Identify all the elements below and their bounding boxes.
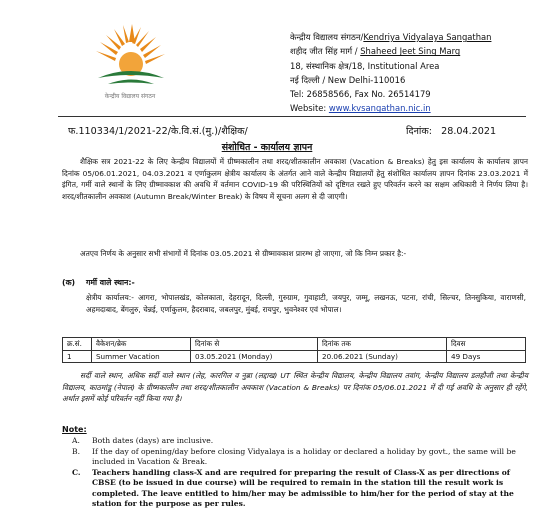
notes-heading: Note: (62, 425, 87, 434)
note-c-letter: C. (72, 468, 81, 477)
header-serial: क्र.सं. (63, 338, 92, 351)
header-to-date: दिनांक तक (318, 338, 447, 351)
header-vacation: वैकेशन/ब्रेक (92, 338, 191, 351)
reference-line (68, 124, 534, 137)
paragraph-winter-stations (62, 370, 528, 405)
area-line: 18, संस्थानिक क्षेत्र/18, Institutional Area (290, 60, 440, 71)
note-b (62, 447, 528, 468)
paragraph-decision (62, 248, 528, 260)
vacation-table (62, 337, 526, 363)
paragraph-intro-text: शैक्षिक सत्र 2021-22 के लिए केन्द्रीय विद्यालयों में ग्रीष्मकालीन तथा शरद/शीतकालीन अवकाश (Vacation & Breaks) हेतु इस कार्यालय के कार्यालय ज्ञापन दिनांक 05/06.01.2021, 04.03.2021 व एर्णाकुलम क्षेत्रीय कार्यालय के अंतर्गत आने वाले केन्द्रीय विद्यालयों हेतु संशोधित कार्यालय ज्ञापन दिनांक 23.03.2021 में इंगित, गर्मी वाले स्थानों के लिए ग्रीष्मावकाश की अवधि में वर्तमान COVID-19 की परिस्थितियों को दृष्टिगत रखते हुए परिवर्तन करने का सक्षम अधिकारी ने निर्णय लिया है। शरद/शीतकालीन अवकाश (Autumn Break/Winter Break) के विषय में सूचना अलग से दी जाएगी। (62, 157, 528, 201)
city-line: नई दिल्ली / New Delhi-110016 (290, 74, 406, 85)
org-name-hindi: केन्द्रीय विद्यालय संगठन (290, 32, 361, 42)
section-a-label: गर्मी वाले स्थान:- (86, 278, 135, 287)
website-line (290, 101, 530, 115)
road-english: Shaheed Jeet Sing Marg (360, 46, 461, 57)
cell-serial: 1 (63, 351, 92, 363)
cell-from-date: 03.05.2021 (Monday) (191, 351, 318, 363)
header-days: दिवस (447, 338, 526, 351)
logo-caption: केन्द्रीय विद्यालय संगठन (104, 93, 156, 100)
note-c (62, 468, 528, 510)
table-header-row (63, 338, 526, 351)
note-b-letter: B. (72, 447, 80, 456)
website-label: Website: (290, 103, 327, 114)
memo-title: संशोधित - कार्यालय ज्ञापन (221, 142, 313, 153)
note-c-text: Teachers handling class-X and are required for preparing the result of Class-X as per directions of CBSE (to be issued in due course) will be required to remain in the station till the result work is completed. The leave entitled to him/her may be admissible to him/her for the period of stay at the station for the purpose as per rules. (92, 468, 514, 509)
section-a-number: (क) (62, 278, 76, 287)
file-number: फ.110334/1/2021-22/के.वि.सं.(मु.)/शैक्षिक/ (68, 126, 248, 137)
note-a-text: Both dates (days) are inclusive. (92, 436, 214, 445)
paragraph-decision-text: अतएव निर्णय के अनुसार सभी संभागों में दिनांक 03.05.2021 से ग्रीष्मावकाश प्रारम्भ हो जाएगा, जो कि निम्न प्रकार है:- (80, 249, 407, 258)
paragraph-winter-text: सर्दी वाले स्थान, अधिक सर्दी वाले स्थान (लेह, कारगिल व नुब्रा (लद्दाख) UT स्थित केन्द्रीय विद्यालय, केन्द्रीय विद्यालय तवांग, केन्द्रीय विद्यालय डलहौजी तथा केन्द्रीय विद्यालय, काठमांडू (नेपाल) के ग्रीष्मकालीन तथा शरद/शीतकालीन अवकाश (Vacation & Breaks) पर दिनांक 05/06.01.2021 में दी गई अवधि के अनुसार ही रहेंगे, अर्थात इसमें कोई परिवर्तन नहीं किया गया है। (62, 371, 528, 404)
org-name-english: Kendriya Vidyalaya Sangathan (363, 32, 492, 42)
header-divider (58, 116, 526, 117)
regional-offices-list: क्षेत्रीय कार्यालय:- आगरा, भोपालखंड, कोलकाता, देहरादून, दिल्ली, गुरुग्राम, गुवाहाटी, जयपुर, जम्मू, लखनऊ, पटना, रांची, सिल्चर, तिनसुकिया, वाराणसी, अहमदाबाद, बेंगलुरु, चेन्नई, एर्णाकुलम, हैदराबाद, जबलपुर, मुंबई, रायपुर, भुवनेश्वर एवं भोपाल। (86, 293, 526, 314)
note-a-letter: A. (72, 436, 80, 445)
date-value: 28.04.2021 (441, 126, 497, 137)
table-row (63, 351, 526, 363)
cell-vacation: Summer Vacation (92, 351, 191, 363)
tel-fax-line: Tel: 26858566, Fax No. 26514179 (290, 89, 431, 100)
paragraph-intro (62, 156, 528, 202)
note-b-text: If the day of opening/day before closing Vidyalaya is a holiday or declared a holiday by govt., the same will be included in Vacation & Break. (92, 447, 516, 467)
org-name-line: केन्द्रीय विद्यालय संगठन/Kendriya Vidyalaya Sangathan (290, 32, 492, 42)
header-from-date: दिनांक से (191, 338, 318, 351)
memo-date (406, 124, 496, 137)
road-hindi: शहीद जीत सिंह मार्ग (290, 46, 353, 57)
road-line: शहीद जीत सिंह मार्ग / Shaheed Jeet Sing Marg (290, 46, 461, 57)
address-block (290, 30, 530, 116)
note-a (62, 436, 528, 446)
date-label: दिनांक: (406, 126, 432, 137)
website-link[interactable]: www.kvsangathan.nic.in (328, 103, 431, 114)
cell-days: 49 Days (447, 351, 526, 363)
section-a-heading (62, 278, 135, 288)
cell-to-date: 20.06.2021 (Sunday) (318, 351, 447, 363)
